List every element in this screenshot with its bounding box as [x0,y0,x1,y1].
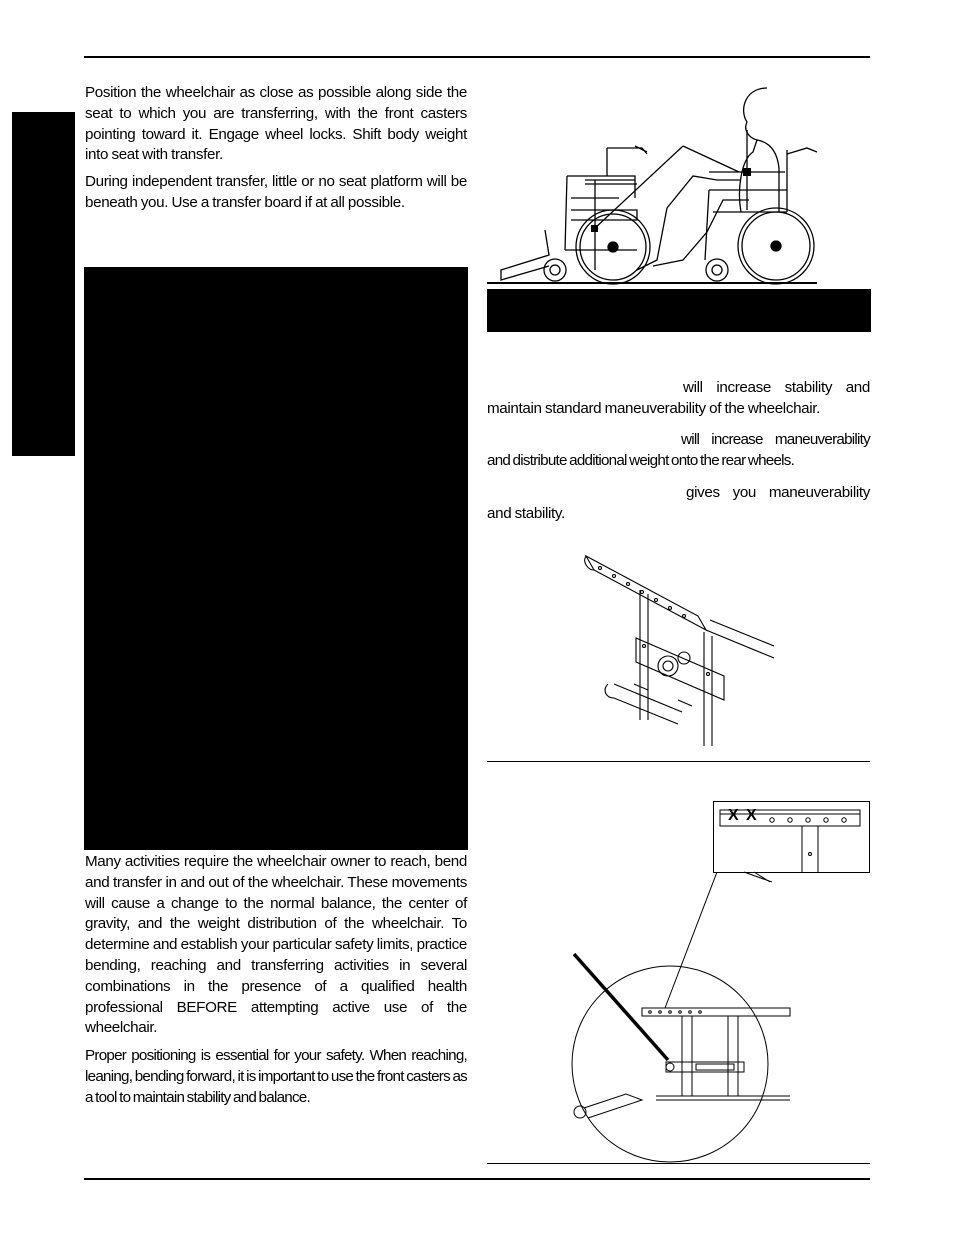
axle-position-paragraph-1: will increase stability and maintain standard maneuverability of the wheelchair. [487,379,870,417]
figure-divider [487,761,870,762]
section-tab [12,112,75,456]
figure-divider-bottom [487,1163,870,1164]
axle-position-paragraph-2: will increase maneuverability and distribute additional weight onto the rear wheels. [487,431,870,469]
frame-detail-illustration [570,868,800,1168]
header-rule [84,56,870,58]
reach-paragraph-2: Proper positioning is essential for your safety. When reaching, leaning, bending forward, it is important to use the front casters as a tool to maintain stability and balance. [85,1047,467,1106]
transfer-illustration [487,80,871,332]
footer-rule [84,1178,870,1180]
hole-marker-2: X [746,807,757,824]
reach-paragraph-1: Many activities require the wheelchair owner to reach, bend and transfer in and out of the wheelchair. These movements will cause a change to the normal balance, the center of gravity, and the weight distribution of the wheelchair. To determine and establish your particular safety limits, practice bending, reaching and transferring activities in several combinations in the presence of a qualified health professional BEFORE attempting active use of the wheelchair. [85,853,467,1037]
transfer-paragraph-1: Position the wheelchair as close as possible along side the seat to which you are transferring, with the front casters pointing toward it. Engage wheel locks. Shift body weight into seat with transfer. [85,84,467,164]
axle-plate-illustration [578,546,774,750]
hole-marker-1: X [728,807,739,824]
axle-position-paragraph-3: gives you maneuverability and stability. [487,484,870,522]
warning-box [84,267,468,850]
hole-detail-inset [713,801,870,873]
transfer-paragraph-2: During independent transfer, little or no seat platform will be beneath you. Use a transfer board if at all possible. [85,173,467,211]
